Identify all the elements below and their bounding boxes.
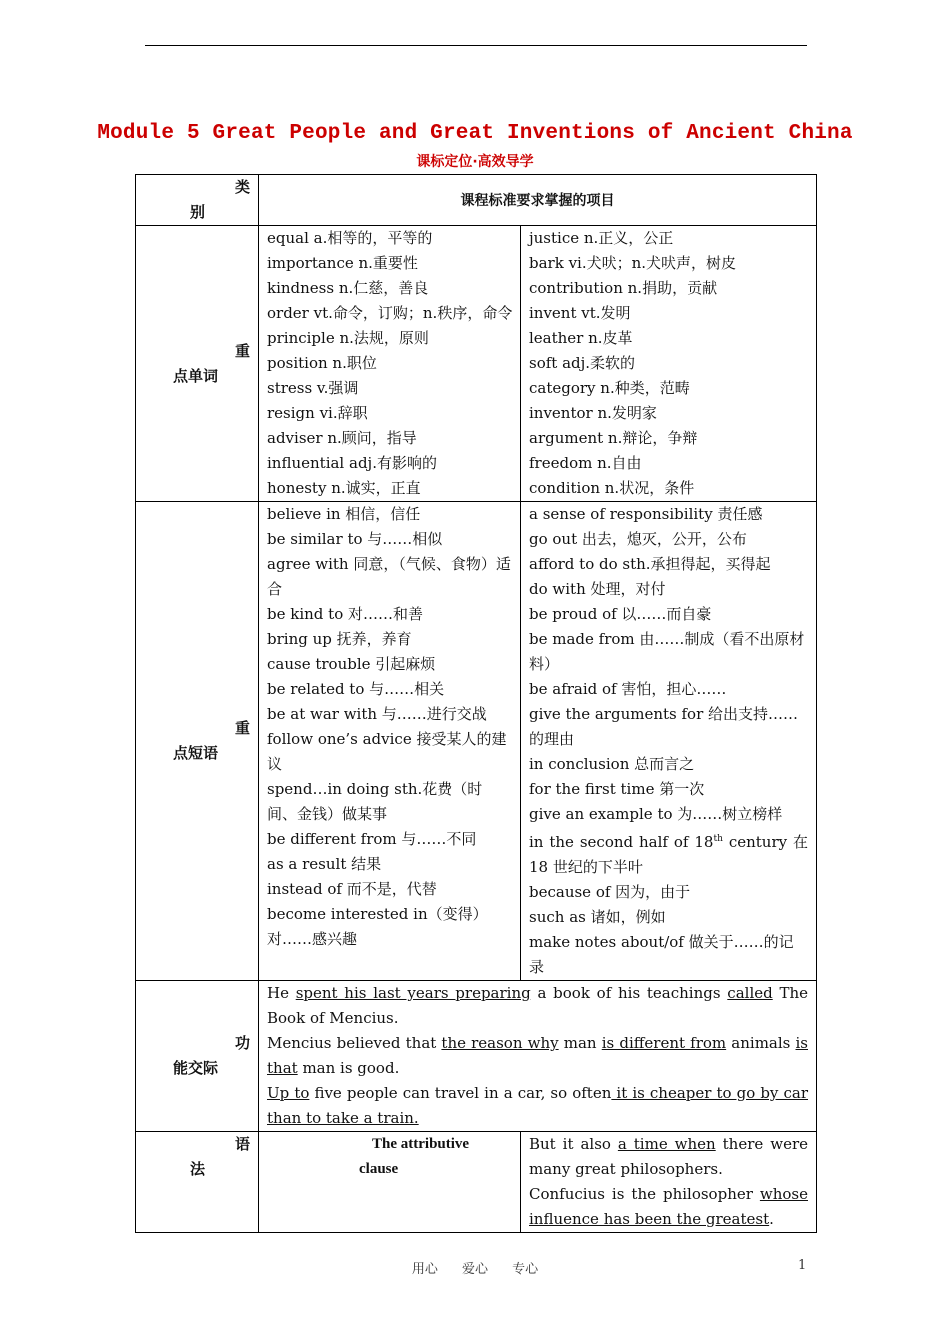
words-left-list bbox=[259, 226, 521, 502]
category-grammar-l2: 法 bbox=[190, 1160, 206, 1178]
category-phrases bbox=[136, 502, 259, 981]
list-item: contribution n.捐助，贡献 bbox=[529, 279, 718, 297]
list-item: do with 处理，对付 bbox=[529, 580, 666, 598]
list-item: because of 因为，由于 bbox=[529, 883, 691, 901]
example-sentence bbox=[529, 1132, 808, 1182]
list-item: give the arguments for 给出支持……的理由 bbox=[529, 705, 799, 748]
category-header-l1: 类 bbox=[234, 178, 250, 196]
grammar-topic-l1: The attributive bbox=[372, 1136, 470, 1152]
underlined-phrase: the reason why bbox=[441, 1034, 559, 1052]
category-words bbox=[136, 226, 259, 502]
list-item: justice n.正义，公正 bbox=[529, 229, 674, 247]
category-phrases-l1: 重 bbox=[234, 719, 250, 737]
text-run: five people can travel in a car, so often bbox=[309, 1084, 612, 1102]
underlined-phrase: Up to bbox=[267, 1084, 310, 1102]
underlined-phrase: called bbox=[727, 984, 773, 1002]
list-item: bark vi.犬吠；n.犬吠声，树皮 bbox=[529, 254, 737, 272]
underlined-phrase: is different from bbox=[601, 1034, 727, 1052]
category-words-l2: 点单词 bbox=[173, 366, 219, 385]
list-item: equal a.相等的，平等的 bbox=[267, 229, 433, 247]
grammar-topic bbox=[259, 1132, 521, 1233]
category-grammar-l1: 语 bbox=[234, 1135, 250, 1153]
text-run: He bbox=[267, 984, 296, 1002]
example-sentence bbox=[529, 1182, 808, 1232]
category-header-l2: 别 bbox=[190, 203, 206, 221]
function-row bbox=[136, 981, 817, 1132]
list-item: follow one’s advice 接受某人的建议 bbox=[267, 730, 507, 773]
century-post: century 在 18 世纪的下半叶 bbox=[529, 833, 808, 876]
page-title: Module 5 Great People and Great Inventions of Ancient China bbox=[97, 122, 853, 145]
syllabus-table bbox=[135, 174, 817, 1233]
list-item: bring up 抚养，养育 bbox=[267, 630, 412, 648]
example-sentence bbox=[267, 981, 808, 1031]
grammar-examples bbox=[521, 1132, 817, 1233]
category-grammar bbox=[136, 1132, 259, 1233]
list-item: be made from 由……制成（看不出原材料） bbox=[529, 630, 805, 673]
text-run: a book of his teachings bbox=[530, 984, 728, 1002]
list-item: for the first time 第一次 bbox=[529, 780, 705, 798]
text-run: . bbox=[769, 1210, 774, 1228]
underlined-phrase: whose influence has been the greatest bbox=[529, 1185, 808, 1228]
phrases-row bbox=[136, 502, 817, 981]
list-item: resign vi.辞职 bbox=[267, 404, 368, 422]
list-item: afford to do sth.承担得起，买得起 bbox=[529, 555, 771, 573]
list-item: be similar to 与……相似 bbox=[267, 530, 443, 548]
list-item: spend…in doing sth.花费（时间、金钱）做某事 bbox=[267, 780, 483, 823]
page-subtitle: 课标定位·高效导学 bbox=[416, 154, 534, 170]
category-header bbox=[136, 175, 259, 226]
list-item: soft adj.柔软的 bbox=[529, 354, 636, 372]
list-item: invent vt.发明 bbox=[529, 304, 631, 322]
century-pre: in the second half of 18 bbox=[529, 833, 714, 851]
list-item: cause trouble 引起麻烦 bbox=[267, 655, 436, 673]
underlined-phrase: spent his last years preparing bbox=[295, 984, 531, 1002]
table-header-row bbox=[136, 175, 817, 226]
list-item: agree with 同意，（气候、食物）适合 bbox=[267, 555, 511, 598]
list-item: honesty n.诚实，正直 bbox=[267, 479, 421, 497]
items-header: 课程标准要求掌握的项目 bbox=[259, 175, 817, 226]
list-item: category n.种类，范畴 bbox=[529, 379, 690, 397]
list-item: be kind to 对……和善 bbox=[267, 605, 423, 623]
list-item: be proud of 以……而自豪 bbox=[529, 605, 712, 623]
category-function-l2: 能交际 bbox=[173, 1059, 219, 1077]
list-item: instead of 而不是，代替 bbox=[267, 880, 437, 898]
underlined-phrase: it is cheaper to go by car than to take a train. bbox=[267, 1084, 808, 1127]
list-item: be at war with 与……进行交战 bbox=[267, 705, 487, 723]
list-item: adviser n.顾问，指导 bbox=[267, 429, 417, 447]
page-number: 1 bbox=[798, 1258, 807, 1273]
example-sentence bbox=[267, 1081, 808, 1131]
function-sentences bbox=[259, 981, 817, 1132]
list-item: believe in 相信，信任 bbox=[267, 505, 421, 523]
phrases-right-list bbox=[521, 502, 817, 981]
category-phrases-l2: 点短语 bbox=[173, 744, 219, 762]
list-item: importance n.重要性 bbox=[267, 254, 418, 272]
category-function bbox=[136, 981, 259, 1132]
text-run: But it also bbox=[529, 1135, 618, 1153]
category-words-l1: 重 bbox=[234, 341, 250, 360]
page-footer: 用心 爱心 专心 bbox=[411, 1262, 539, 1277]
text-run: man is good. bbox=[297, 1059, 400, 1077]
list-item: principle n.法规，原则 bbox=[267, 329, 429, 347]
text-run: Confucius is the philosopher bbox=[529, 1185, 760, 1203]
list-item: such as 诸如，例如 bbox=[529, 908, 666, 926]
header-rule bbox=[145, 45, 807, 46]
list-item: as a result 结果 bbox=[267, 855, 382, 873]
list-item bbox=[529, 827, 808, 880]
list-item: give an example to 为……树立榜样 bbox=[529, 805, 783, 823]
grammar-topic-l2: clause bbox=[359, 1161, 399, 1177]
words-right-list bbox=[521, 226, 817, 502]
category-function-l1: 功 bbox=[234, 1034, 250, 1052]
list-item: position n.职位 bbox=[267, 354, 377, 372]
text-run: man bbox=[558, 1034, 602, 1052]
list-item: influential adj.有影响的 bbox=[267, 454, 437, 472]
list-item: make notes about/of 做关于……的记录 bbox=[529, 933, 794, 976]
list-item: become interested in（变得）对……感兴趣 bbox=[267, 905, 488, 948]
list-item: a sense of responsibility 责任感 bbox=[529, 505, 763, 523]
text-run: The Book of Mencius. bbox=[267, 984, 809, 1027]
list-item: be different from 与……不同 bbox=[267, 830, 477, 848]
text-run: Mencius believed that bbox=[267, 1034, 442, 1052]
text-run: there were many great philosophers. bbox=[529, 1135, 808, 1178]
underlined-phrase: a time when bbox=[617, 1135, 716, 1153]
text-run: animals bbox=[726, 1034, 796, 1052]
phrases-left-list bbox=[259, 502, 521, 981]
words-row bbox=[136, 226, 817, 502]
list-item: stress v.强调 bbox=[267, 379, 359, 397]
list-item: order vt.命令，订购；n.秩序，命令 bbox=[267, 304, 513, 322]
list-item: kindness n.仁慈，善良 bbox=[267, 279, 429, 297]
list-item: in conclusion 总而言之 bbox=[529, 755, 695, 773]
list-item: argument n.辩论，争辩 bbox=[529, 429, 698, 447]
underlined-phrase: is that bbox=[267, 1034, 808, 1077]
list-item: leather n.皮革 bbox=[529, 329, 633, 347]
list-item: condition n.状况，条件 bbox=[529, 479, 695, 497]
list-item: be afraid of 害怕，担心…… bbox=[529, 680, 727, 698]
list-item: inventor n.发明家 bbox=[529, 404, 657, 422]
century-sup: th bbox=[713, 834, 723, 844]
list-item: go out 出去，熄灭，公开，公布 bbox=[529, 530, 747, 548]
grammar-row bbox=[136, 1132, 817, 1233]
list-item: freedom n.自由 bbox=[529, 454, 642, 472]
list-item: be related to 与……相关 bbox=[267, 680, 445, 698]
example-sentence bbox=[267, 1031, 808, 1081]
